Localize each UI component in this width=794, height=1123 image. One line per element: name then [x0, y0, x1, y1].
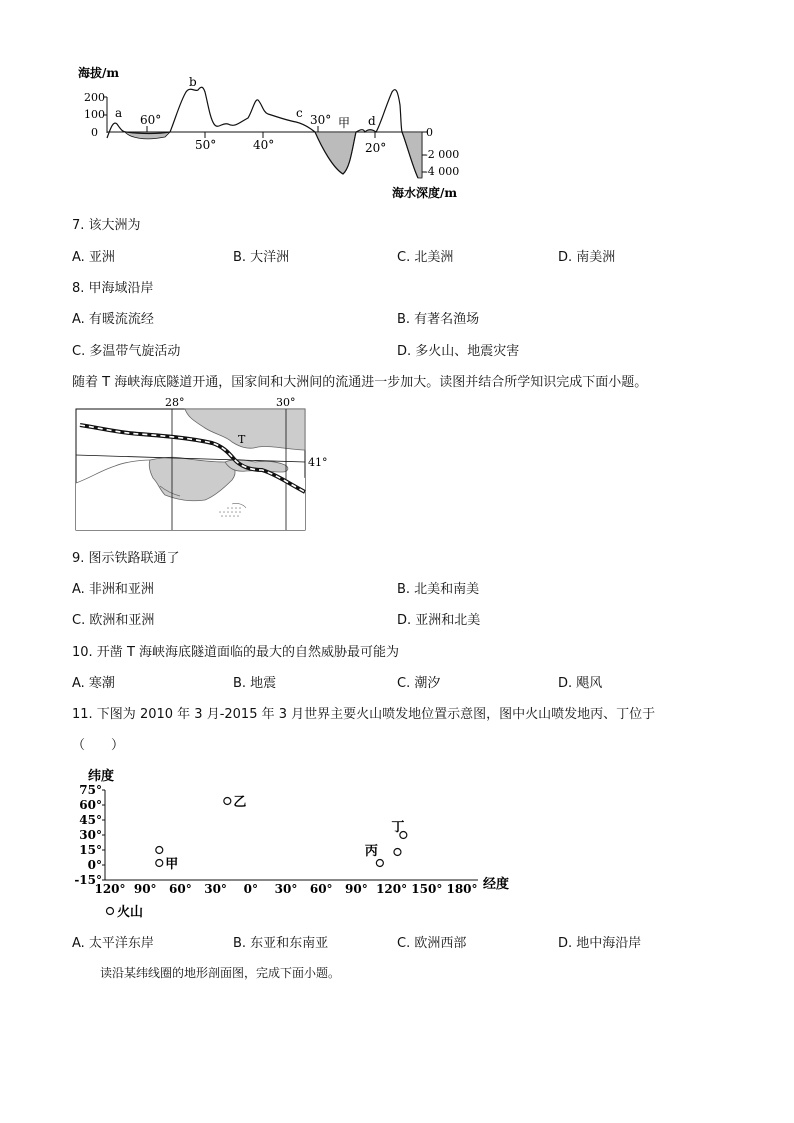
q11-blank: （ ）	[72, 738, 125, 753]
q8-option-c[interactable]: C. 多温带气旋活动	[72, 344, 181, 359]
q7-stem: 7. 该大洲为	[72, 218, 141, 233]
q7-option-a[interactable]: A. 亚洲	[72, 250, 115, 265]
volcano-scatter-chart	[60, 760, 530, 920]
q7-option-b[interactable]: B. 大洋洲	[233, 250, 290, 265]
strait-lat-41: 41°	[308, 456, 328, 469]
q11-option-a[interactable]: A. 太平洋东岸	[72, 936, 154, 951]
x-tick-label: 60°	[309, 882, 333, 896]
profile-tick-0: 0	[91, 126, 98, 139]
x-tick-label: 0°	[243, 882, 258, 896]
profile-ylabel-top: 海拔/m	[78, 66, 120, 80]
q8-option-d[interactable]: D. 多火山、地震灾害	[397, 344, 520, 359]
chart-ylabel: 纬度	[88, 769, 115, 784]
q11-option-b[interactable]: B. 东亚和东南亚	[233, 936, 329, 951]
q10-stem: 10. 开凿 T 海峡海底隧道面临的最大的自然威胁最可能为	[72, 645, 400, 660]
q10-option-d[interactable]: D. 飓风	[558, 676, 603, 691]
y-tick-label: -15°	[74, 873, 102, 887]
profile-letter-d: d	[368, 114, 376, 128]
profile-lat-60: 60°	[140, 113, 162, 127]
q9-option-a[interactable]: A. 非洲和亚洲	[72, 582, 154, 597]
profile-letter-a: a	[115, 106, 123, 120]
x-tick-label: 30°	[204, 882, 227, 896]
q10-option-a[interactable]: A. 寒潮	[72, 676, 115, 691]
profile-lat-30: 30°	[310, 113, 332, 127]
strait-map	[70, 394, 340, 534]
volcano-point	[224, 798, 231, 805]
strait-lon-28: 28°	[165, 396, 185, 409]
volcano-point-label: 乙	[233, 795, 247, 810]
profile-rtick-4000: -4 000	[424, 165, 460, 178]
q8-stem: 8. 甲海域沿岸	[72, 281, 154, 296]
legend-volcano-symbol	[107, 908, 114, 915]
volcano-point	[394, 849, 401, 856]
y-tick-label: 30°	[79, 828, 102, 842]
legend-volcano-label: 火山	[117, 905, 144, 920]
profile-letter-c: c	[296, 106, 303, 120]
q11-option-d[interactable]: D. 地中海沿岸	[558, 936, 642, 951]
strait-point-t: T	[238, 433, 246, 446]
x-tick-label: 120°	[376, 882, 408, 896]
x-tick-label: 60°	[169, 882, 192, 896]
strait-lon-30: 30°	[276, 396, 296, 409]
profile-lat-50: 50°	[195, 138, 217, 152]
y-tick-label: 60°	[79, 798, 102, 812]
y-tick-label: 15°	[79, 843, 102, 857]
q9-option-d[interactable]: D. 亚洲和北美	[397, 613, 481, 628]
q9-option-c[interactable]: C. 欧洲和亚洲	[72, 613, 155, 628]
tunnel-intro: 随着 T 海峡海底隧道开通，国家间和大洲间的流通进一步加大。读图并结合所学知识完成下面小题。	[72, 375, 648, 390]
volcano-point	[156, 847, 163, 854]
x-tick-label: 90°	[345, 882, 368, 896]
profile-lat-20: 20°	[365, 141, 387, 155]
chart-xlabel: 经度	[483, 877, 510, 892]
volcano-point-label: 丁	[391, 820, 405, 835]
profile-letter-b: b	[189, 75, 197, 89]
q8-option-a[interactable]: A. 有暖流流经	[72, 312, 154, 327]
q10-option-b[interactable]: B. 地震	[233, 676, 277, 691]
q11-stem: 11. 下图为 2010 年 3 月-2015 年 3 月世界主要火山喷发地位置示意图，图中火山喷发地丙、丁位于	[72, 707, 656, 722]
profile-letter-jia: 甲	[338, 116, 351, 130]
x-tick-label: 30°	[274, 882, 298, 896]
volcano-point	[376, 860, 383, 867]
x-tick-label: 90°	[133, 882, 157, 896]
x-tick-label: 120°	[94, 882, 126, 896]
q11-option-c[interactable]: C. 欧洲西部	[397, 936, 467, 951]
q10-option-c[interactable]: C. 潮汐	[397, 676, 441, 691]
volcano-point	[156, 860, 163, 867]
q8-option-b[interactable]: B. 有著名渔场	[397, 312, 480, 327]
final-intro: 读沿某纬线圈的地形剖面图，完成下面小题。	[100, 966, 341, 980]
y-tick-label: 75°	[79, 783, 102, 797]
x-tick-label: 150°	[411, 882, 443, 896]
profile-lat-40: 40°	[253, 138, 275, 152]
y-tick-label: 0°	[87, 858, 102, 872]
profile-tick-100: 100	[84, 108, 105, 121]
q7-option-c[interactable]: C. 北美洲	[397, 250, 454, 265]
volcano-point-label: 甲	[165, 857, 179, 872]
q9-stem: 9. 图示铁路联通了	[72, 551, 180, 566]
q9-option-b[interactable]: B. 北美和南美	[397, 582, 480, 597]
profile-ylabel-bottom: 海水深度/m	[392, 186, 458, 200]
x-tick-label: 180°	[446, 882, 478, 896]
volcano-point-label: 丙	[364, 844, 378, 859]
profile-tick-200: 200	[84, 91, 105, 104]
profile-rtick-2000: -2 000	[424, 148, 460, 161]
terrain-profile-figure	[70, 60, 490, 205]
q7-option-d[interactable]: D. 南美洲	[558, 250, 616, 265]
y-tick-label: 45°	[79, 813, 102, 827]
profile-rtick-0: 0	[426, 126, 433, 139]
